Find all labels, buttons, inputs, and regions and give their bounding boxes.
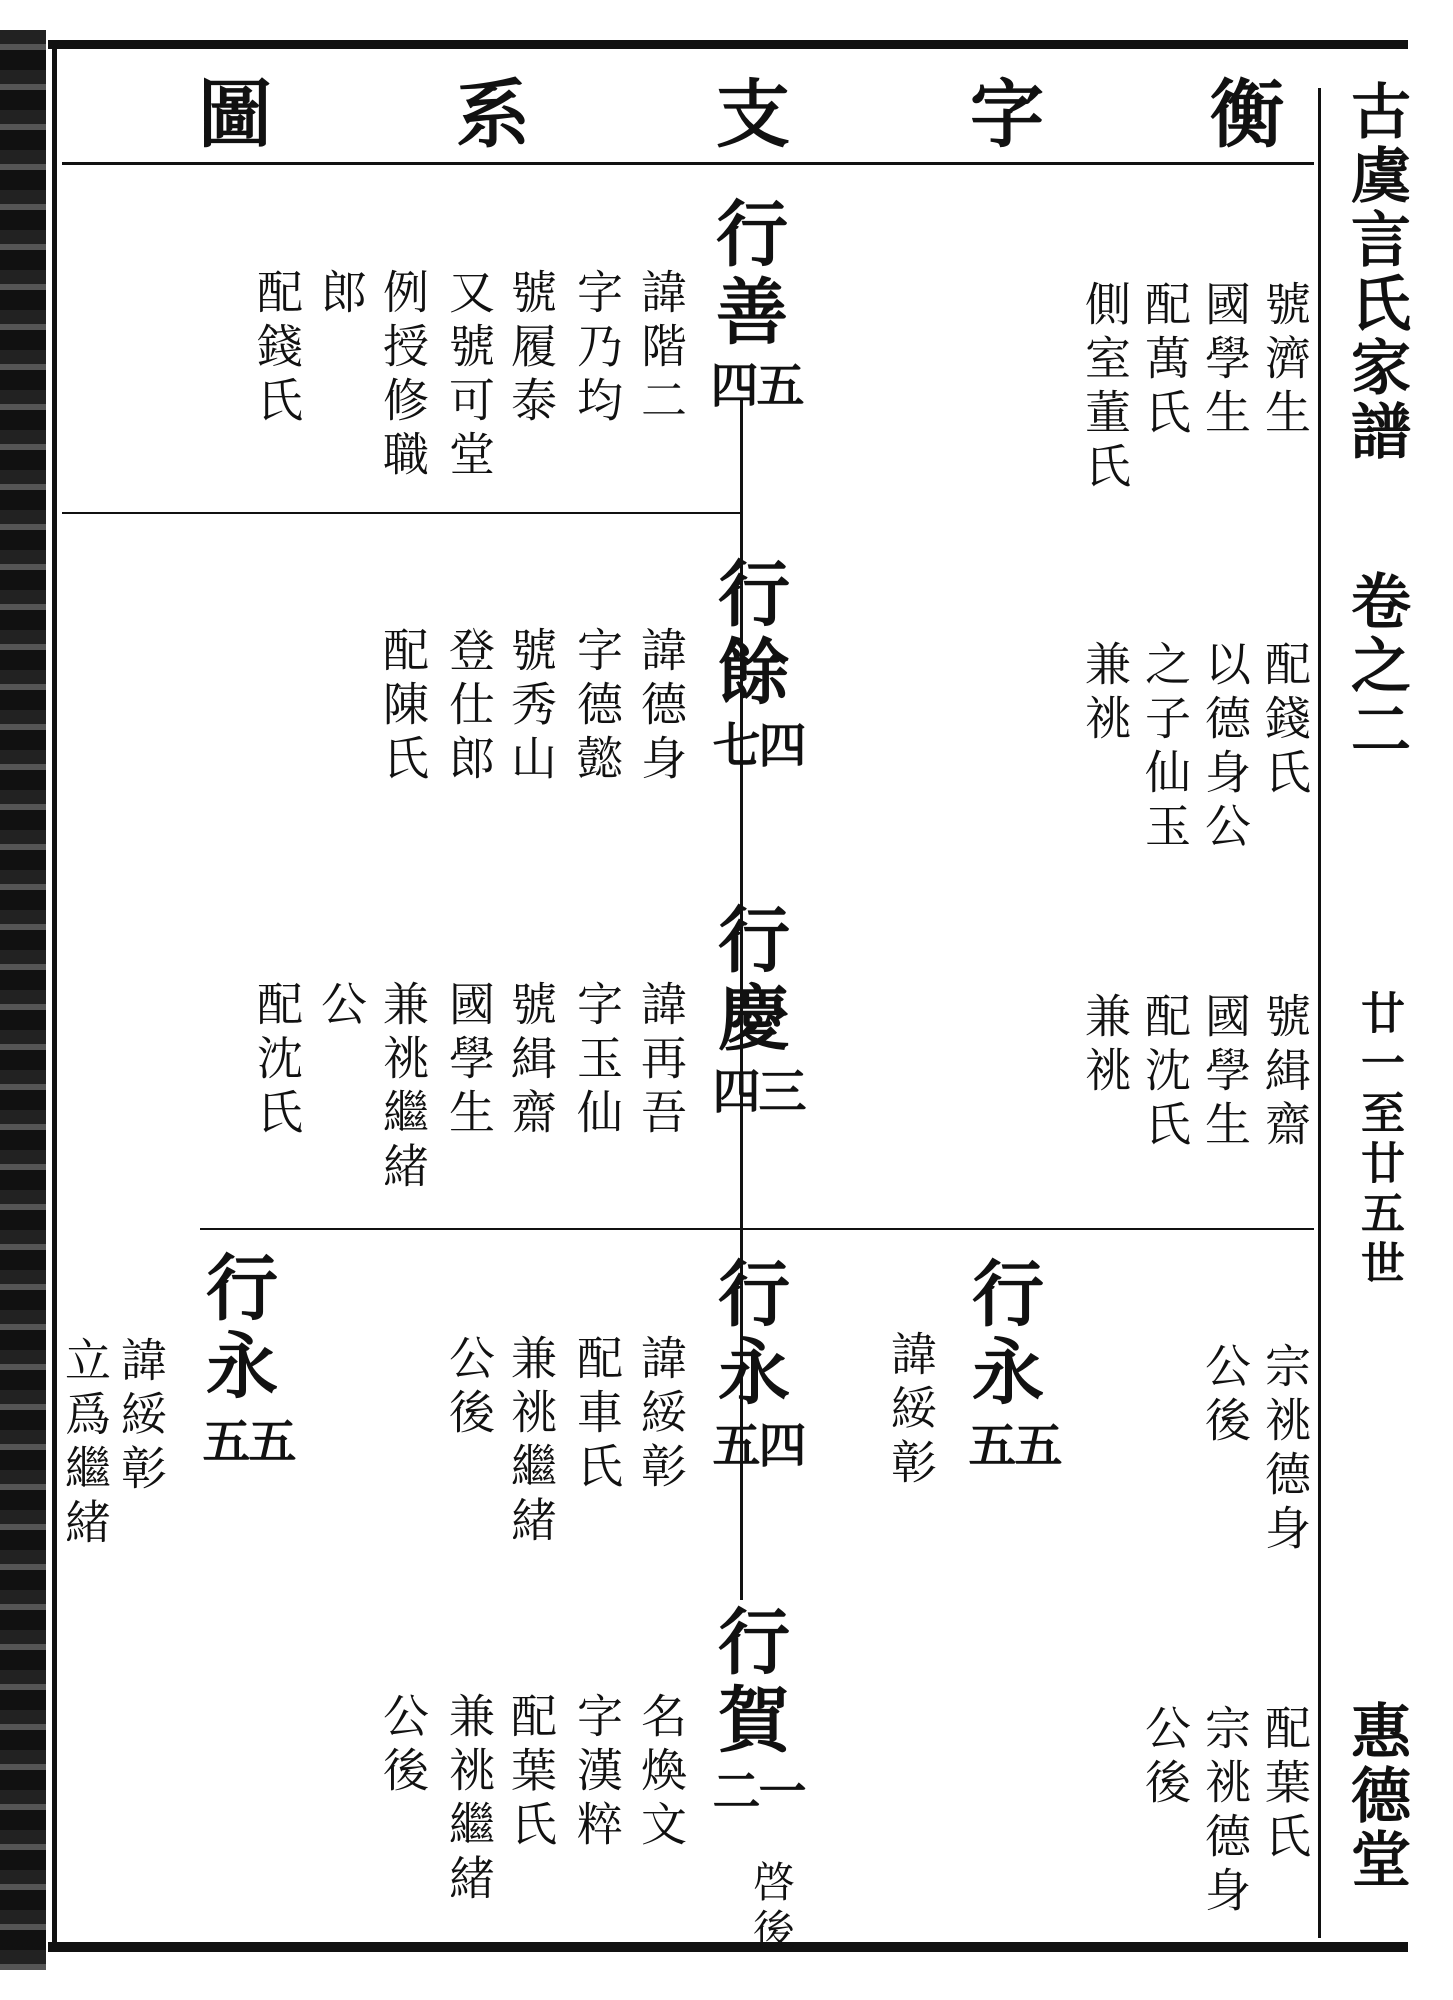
entry-line: 兼祧繼緒 <box>442 1692 496 1908</box>
book-spine-edge <box>0 30 46 1970</box>
entry-line: 字漢粹 <box>570 1692 624 1854</box>
generation-number: 二 <box>704 1766 760 1818</box>
generation-number: 三 <box>750 1066 806 1118</box>
title-char-1: 衡 <box>1210 72 1284 158</box>
entry-line: 號濟生 <box>1258 280 1312 442</box>
generation-number: 七 <box>704 720 760 772</box>
entry-line: 諱德身 <box>634 626 688 788</box>
generations-label: 廿一至廿五世 <box>1353 990 1404 1290</box>
entry-line: 諱綏彰 <box>114 1336 168 1498</box>
generation-number: 四 <box>704 1066 760 1118</box>
entry-line: 郎 <box>314 268 368 322</box>
entry-note: 啓後 <box>747 1860 796 1956</box>
entry-line: 配沈氏 <box>250 980 304 1142</box>
entry-line: 諱階二 <box>634 268 688 430</box>
hall-name: 惠德堂 <box>1341 1700 1411 1892</box>
entry-line: 兼祧 <box>1078 640 1132 748</box>
book-title: 古虞言氏家譜 <box>1341 80 1411 464</box>
generation-number: 四 <box>750 1420 806 1472</box>
entry-line: 配葉氏 <box>504 1692 558 1854</box>
entry-line: 號履泰 <box>504 268 558 430</box>
entry-line: 諱綏彰 <box>884 1330 938 1492</box>
entry-line: 字德懿 <box>570 626 624 788</box>
person-name-xing-he: 行賀 <box>706 1604 791 1760</box>
entry-line: 例授修職 <box>376 268 430 484</box>
entry-line: 兼祧 <box>1078 992 1132 1100</box>
entry-line: 國學生 <box>442 980 496 1142</box>
entry-line: 配錢氏 <box>1258 640 1312 802</box>
person-name-xing-yong-right: 行永 <box>960 1256 1045 1412</box>
entry-line: 諱再吾 <box>634 980 688 1142</box>
right-border <box>1318 88 1321 1938</box>
entry-line: 立爲繼緒 <box>58 1336 112 1552</box>
title-char-4: 系 <box>456 72 530 158</box>
title-char-5: 圖 <box>198 72 272 158</box>
title-underline <box>62 162 1314 165</box>
entry-line: 配葉氏 <box>1258 1704 1312 1866</box>
generation-number: 五 <box>748 360 804 412</box>
person-name-xing-qing: 行慶 <box>706 902 791 1058</box>
generation-number: 五 <box>1006 1420 1062 1472</box>
volume-label: 卷之二 <box>1341 570 1411 762</box>
entry-line: 兼祧繼緒 <box>504 1334 558 1550</box>
generation-number: 五 <box>704 1420 760 1472</box>
person-name-xing-yong-left: 行永 <box>194 1250 279 1406</box>
generation-number: 一 <box>750 1766 806 1818</box>
entry-line: 登仕郎 <box>442 626 496 788</box>
entry-line: 配陳氏 <box>376 626 430 788</box>
row-line-1 <box>62 512 742 514</box>
entry-line: 配萬氏 <box>1138 280 1192 442</box>
person-name-xing-yu: 行餘 <box>706 556 791 712</box>
entry-line: 公後 <box>376 1692 430 1800</box>
person-name-xing-yong-mid: 行永 <box>706 1256 791 1412</box>
entry-line: 號秀山 <box>504 626 558 788</box>
entry-line: 諱綏彰 <box>634 1334 688 1496</box>
entry-line: 國學生 <box>1198 280 1252 442</box>
left-border <box>52 40 57 1950</box>
entry-line: 又號可堂 <box>442 268 496 484</box>
entry-line: 公 <box>314 980 368 1034</box>
entry-line: 國學生 <box>1198 992 1252 1154</box>
entry-line: 配車氏 <box>570 1334 624 1496</box>
top-border <box>48 40 1408 49</box>
bottom-border <box>48 1942 1408 1952</box>
entry-line: 宗祧德身 <box>1258 1342 1312 1558</box>
entry-line: 字乃均 <box>570 268 624 430</box>
entry-line: 公後 <box>1138 1704 1192 1812</box>
entry-line: 側室董氏 <box>1078 280 1132 496</box>
generation-number: 五 <box>194 1416 250 1468</box>
entry-line: 名煥文 <box>634 1692 688 1854</box>
entry-line: 以德身公 <box>1198 640 1252 856</box>
entry-line: 號緝齋 <box>1258 992 1312 1154</box>
entry-line: 宗祧德身 <box>1198 1704 1252 1920</box>
generation-number: 四 <box>702 360 758 412</box>
generation-number: 四 <box>750 720 806 772</box>
generation-number: 五 <box>240 1416 296 1468</box>
generation-number: 五 <box>960 1420 1016 1472</box>
entry-line: 號緝齋 <box>504 980 558 1142</box>
person-name-xing-shan: 行善 <box>704 196 789 352</box>
entry-line: 字玉仙 <box>570 980 624 1142</box>
entry-line: 配沈氏 <box>1138 992 1192 1154</box>
entry-line: 公後 <box>442 1334 496 1442</box>
title-char-2: 字 <box>970 72 1044 158</box>
entry-line: 兼祧繼緒 <box>376 980 430 1196</box>
entry-line: 公後 <box>1198 1342 1252 1450</box>
entry-line: 之子仙玉 <box>1138 640 1192 856</box>
row-line-2 <box>200 1228 1314 1230</box>
title-char-3: 支 <box>716 72 790 158</box>
entry-line: 配錢氏 <box>250 268 304 430</box>
